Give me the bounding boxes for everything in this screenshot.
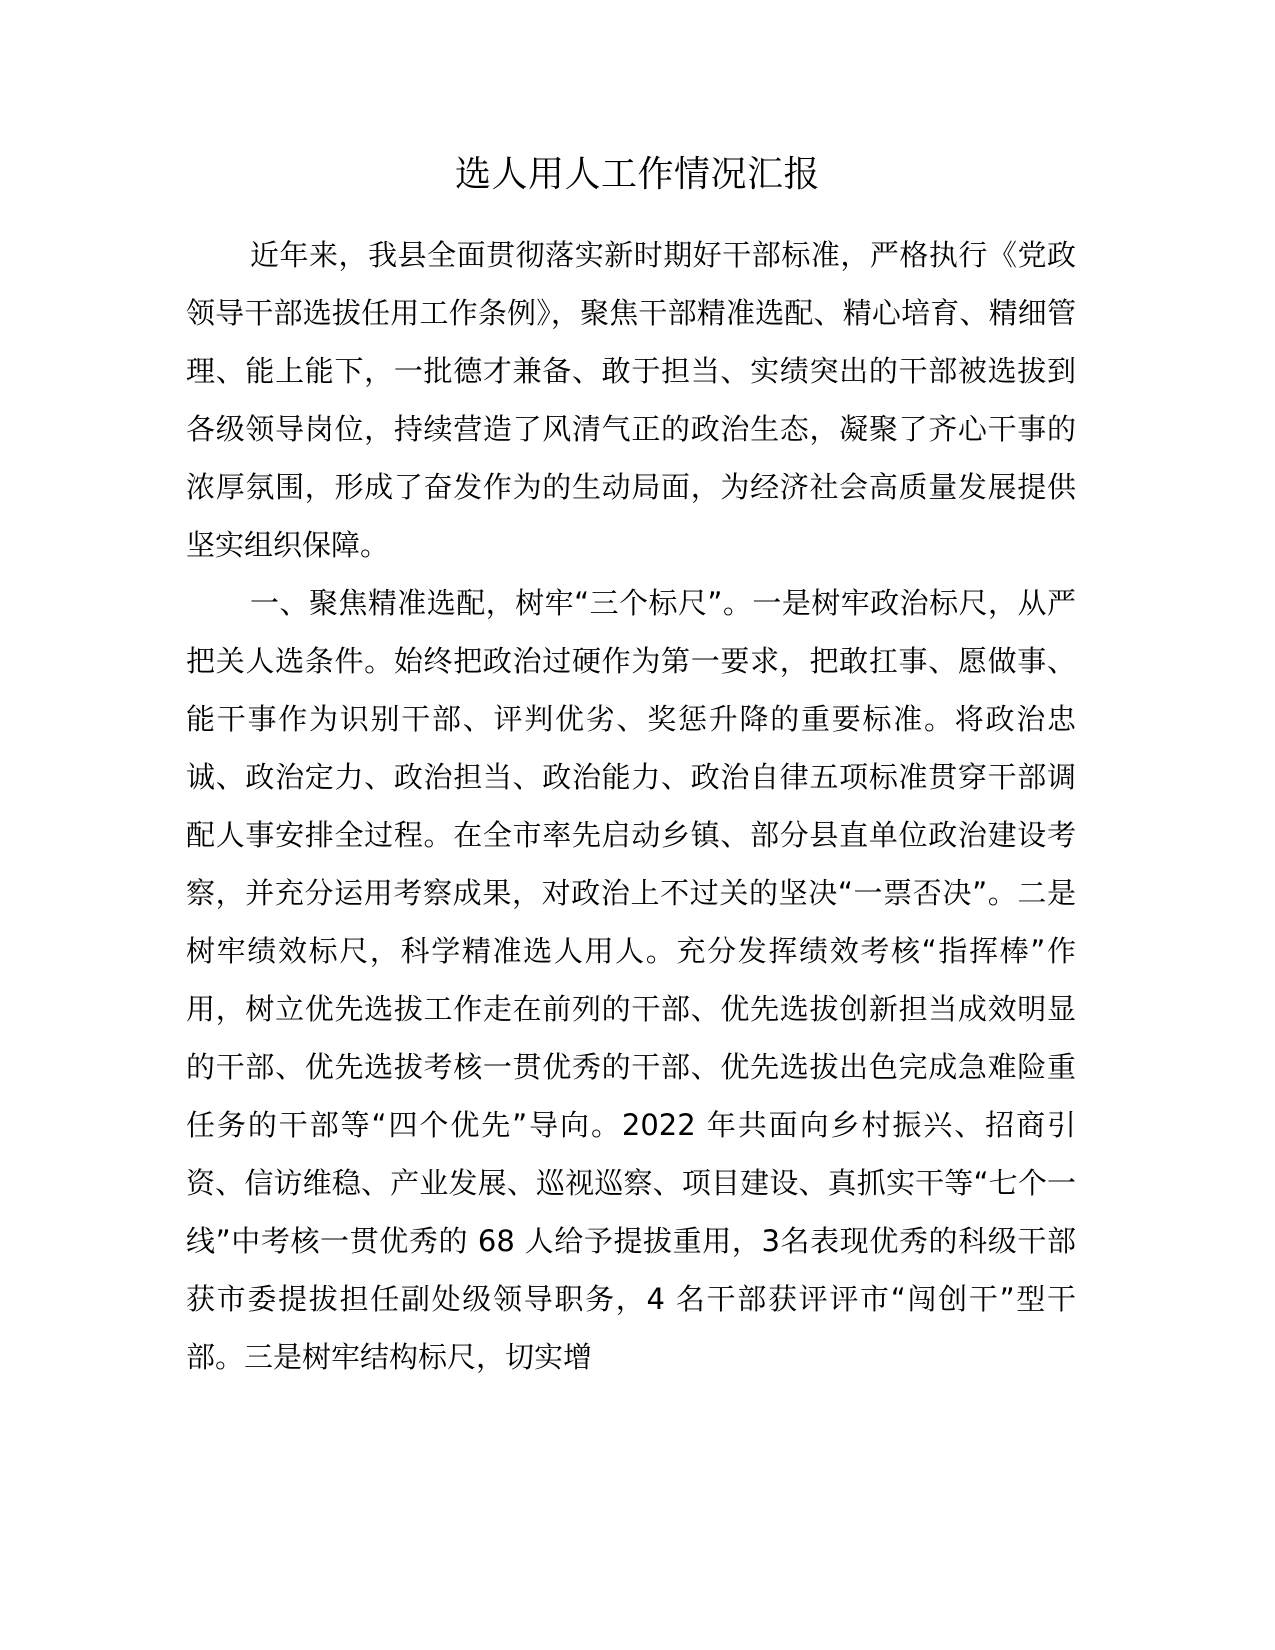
paragraph-intro: 近年来，我县全面贯彻落实新时期好干部标准，严格执行《党政领导干部选拔任用工作条例》，聚焦干部精准选配、精心培育、精细管理、能上能下，一批德才兼备、敢于担当、实绩突出的干部被选拔到各级领导岗位，持续营造了风清气正的政治生态，凝聚了齐心干事的浓厚氛围，形成了奋发作为的生动局面，为经济社会高质量发展提供坚实组织保障。 [186, 238, 1076, 562]
document-body [186, 226, 1076, 1386]
paragraph-section-one: 一、聚焦精准选配，树牢“三个标尺”。一是树牢政治标尺，从严把关人选条件。始终把政治过硬作为第一要求，把敢扛事、愿做事、能干事作为识别干部、评判优劣、奖惩升降的重要标准。将政治忠诚、政治定力、政治担当、政治能力、政治自律五项标准贯穿干部调配人事安排全过程。在全市率先启动乡镇、部分县直单位政治建设考察，并充分运用考察成果，对政治上不过关的坚决“一票否决”。二是树牢绩效标尺，科学精准选人用人。充分发挥绩效考核“指挥棒”作用，树立优先选拔工作走在前列的干部、优先选拔创新担当成效明显的干部、优先选拔考核一贯优秀的干部、优先选拔出色完成急难险重任务的干部等“四个优先”导向。2022 年共面向乡村振兴、招商引资、信访维稳、产业发展、巡视巡察、项目建设、真抓实干等“七个一线”中考核一贯优秀的 68 人给予提拔重用，3名表现优秀的科级干部获市委提拔担任副处级领导职务，4 名干部获评评市“闯创干”型干部。三是树牢结构标尺，切实增 [186, 586, 1076, 1374]
document-title: 选人用人工作情况汇报 [454, 154, 820, 195]
